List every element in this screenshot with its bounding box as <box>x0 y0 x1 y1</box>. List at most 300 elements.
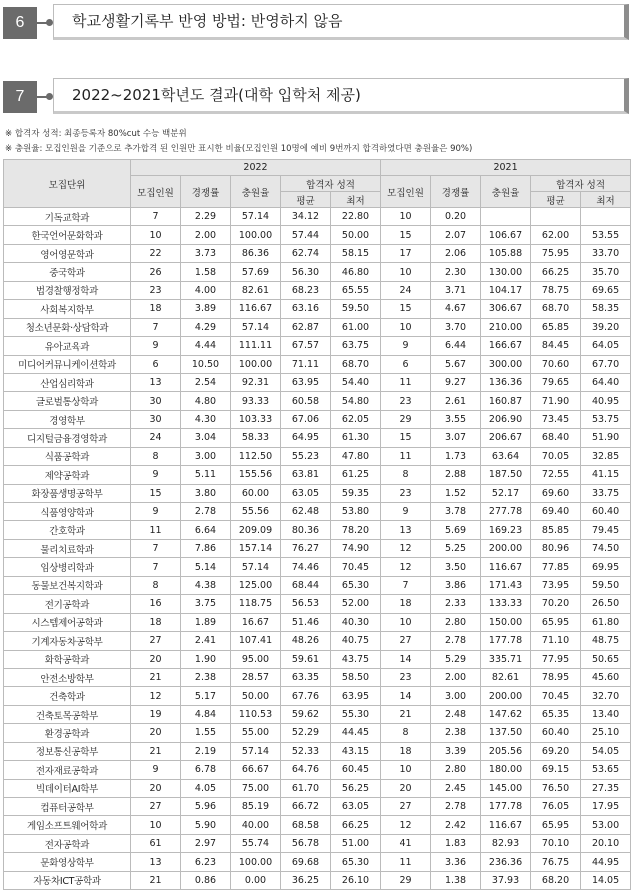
cell-fill-rate-2021: 145.00 <box>481 779 531 797</box>
cell-fill-rate-2021: 130.00 <box>481 263 531 281</box>
cell-avg-2021: 84.45 <box>531 337 581 355</box>
cell-quota-2022: 16 <box>131 595 181 613</box>
cell-fill-rate-2021: 277.78 <box>481 503 531 521</box>
cell-fill-rate-2021: 335.71 <box>481 650 531 668</box>
cell-avg-2021: 77.95 <box>531 650 581 668</box>
cell-min-2022: 22.80 <box>331 208 381 226</box>
cell-competition-2021: 2.42 <box>431 816 481 834</box>
cell-min-2022: 65.30 <box>331 576 381 594</box>
header-score: 합격자 성적 <box>531 176 631 192</box>
cell-competition-2022: 4.84 <box>181 705 231 723</box>
cell-competition-2022: 5.11 <box>181 466 231 484</box>
cell-dept: 한국언어문화학과 <box>4 226 131 244</box>
cell-quota-2022: 20 <box>131 650 181 668</box>
cell-avg-2022: 56.30 <box>281 263 331 281</box>
cell-min-2021: 53.55 <box>581 226 631 244</box>
cell-min-2022: 70.45 <box>331 558 381 576</box>
section-number: 6 <box>3 7 37 39</box>
cell-competition-2021: 3.70 <box>431 318 481 336</box>
cell-avg-2021: 69.60 <box>531 484 581 502</box>
cell-competition-2021: 2.45 <box>431 779 481 797</box>
cell-quota-2021: 9 <box>381 503 431 521</box>
cell-quota-2022: 6 <box>131 355 181 373</box>
cell-competition-2022: 4.44 <box>181 337 231 355</box>
cell-quota-2022: 9 <box>131 503 181 521</box>
header-score: 합격자 성적 <box>281 176 381 192</box>
cell-min-2021: 69.95 <box>581 558 631 576</box>
cell-quota-2021: 24 <box>381 281 431 299</box>
header-competition: 경쟁률 <box>181 176 231 208</box>
cell-fill-rate-2021: 137.50 <box>481 724 531 742</box>
cell-quota-2022: 22 <box>131 244 181 262</box>
cell-min-2021: 50.65 <box>581 650 631 668</box>
cell-min-2022: 63.05 <box>331 798 381 816</box>
cell-competition-2022: 3.04 <box>181 429 231 447</box>
cell-quota-2021: 14 <box>381 650 431 668</box>
cell-avg-2021: 65.35 <box>531 705 581 723</box>
cell-competition-2022: 1.90 <box>181 650 231 668</box>
cell-quota-2021: 18 <box>381 742 431 760</box>
cell-avg-2021: 69.20 <box>531 742 581 760</box>
cell-min-2021: 39.20 <box>581 318 631 336</box>
cell-fill-rate-2021: 160.87 <box>481 392 531 410</box>
cell-quota-2021: 10 <box>381 208 431 226</box>
cell-min-2021: 26.50 <box>581 595 631 613</box>
cell-dept: 전기공학과 <box>4 595 131 613</box>
cell-avg-2021: 75.95 <box>531 244 581 262</box>
cell-quota-2022: 7 <box>131 208 181 226</box>
cell-competition-2022: 2.00 <box>181 226 231 244</box>
cell-quota-2022: 20 <box>131 779 181 797</box>
cell-fill-rate-2021: 52.17 <box>481 484 531 502</box>
cell-fill-rate-2021: 300.00 <box>481 355 531 373</box>
cell-min-2022: 63.75 <box>331 337 381 355</box>
cell-fill-rate-2021: 147.62 <box>481 705 531 723</box>
cell-competition-2021: 2.33 <box>431 595 481 613</box>
cell-min-2021: 74.50 <box>581 539 631 557</box>
cell-quota-2022: 19 <box>131 705 181 723</box>
cell-fill-rate-2021: 180.00 <box>481 761 531 779</box>
cell-avg-2022: 59.61 <box>281 650 331 668</box>
cell-avg-2021: 65.95 <box>531 816 581 834</box>
cell-min-2021: 67.70 <box>581 355 631 373</box>
cell-competition-2021: 3.55 <box>431 410 481 428</box>
cell-quota-2021: 20 <box>381 779 431 797</box>
cell-competition-2022: 5.17 <box>181 687 231 705</box>
cell-quota-2022: 18 <box>131 300 181 318</box>
cell-quota-2022: 13 <box>131 853 181 871</box>
cell-avg-2021: 70.45 <box>531 687 581 705</box>
cell-competition-2021: 5.69 <box>431 521 481 539</box>
cell-quota-2021: 11 <box>381 853 431 871</box>
cell-avg-2021: 65.85 <box>531 318 581 336</box>
connector-dot <box>46 93 53 100</box>
cell-min-2021: 60.40 <box>581 503 631 521</box>
cell-competition-2022: 1.58 <box>181 263 231 281</box>
cell-quota-2021: 29 <box>381 871 431 889</box>
cell-min-2021: 53.75 <box>581 410 631 428</box>
cell-avg-2022: 64.76 <box>281 761 331 779</box>
cell-avg-2022: 67.57 <box>281 337 331 355</box>
cell-quota-2021: 12 <box>381 816 431 834</box>
cell-quota-2021: 14 <box>381 687 431 705</box>
cell-competition-2022: 4.30 <box>181 410 231 428</box>
cell-fill-rate-2022: 57.69 <box>231 263 281 281</box>
cell-avg-2021: 62.00 <box>531 226 581 244</box>
cell-min-2021: 44.95 <box>581 853 631 871</box>
cell-min-2022: 55.30 <box>331 705 381 723</box>
table-row <box>4 705 631 723</box>
cell-avg-2021: 66.25 <box>531 263 581 281</box>
cell-min-2021: 14.05 <box>581 871 631 889</box>
cell-avg-2022: 57.44 <box>281 226 331 244</box>
cell-quota-2022: 12 <box>131 687 181 705</box>
cell-fill-rate-2021: 169.23 <box>481 521 531 539</box>
table-row <box>4 244 631 262</box>
cell-fill-rate-2022: 55.00 <box>231 724 281 742</box>
cell-min-2022: 43.15 <box>331 742 381 760</box>
cell-competition-2021: 3.78 <box>431 503 481 521</box>
cell-quota-2021: 12 <box>381 558 431 576</box>
cell-min-2021: 40.95 <box>581 392 631 410</box>
cell-avg-2022: 76.27 <box>281 539 331 557</box>
cell-fill-rate-2021: 150.00 <box>481 613 531 631</box>
cell-min-2022: 65.30 <box>331 853 381 871</box>
cell-fill-rate-2022: 86.36 <box>231 244 281 262</box>
cell-quota-2022: 61 <box>131 834 181 852</box>
cell-fill-rate-2021: 306.67 <box>481 300 531 318</box>
cell-fill-rate-2021: 82.93 <box>481 834 531 852</box>
cell-quota-2021: 17 <box>381 244 431 262</box>
cell-avg-2022: 36.25 <box>281 871 331 889</box>
table-row <box>4 816 631 834</box>
cell-min-2021 <box>581 208 631 226</box>
cell-quota-2021: 18 <box>381 595 431 613</box>
cell-quota-2022: 20 <box>131 724 181 742</box>
cell-dept: 화학공학과 <box>4 650 131 668</box>
cell-avg-2021: 77.85 <box>531 558 581 576</box>
cell-avg-2022: 34.12 <box>281 208 331 226</box>
cell-dept: 환경공학과 <box>4 724 131 742</box>
cell-fill-rate-2022: 57.14 <box>231 318 281 336</box>
cell-min-2021: 48.75 <box>581 632 631 650</box>
table-row <box>4 484 631 502</box>
cell-quota-2021: 27 <box>381 632 431 650</box>
cell-quota-2022: 21 <box>131 668 181 686</box>
cell-fill-rate-2022: 0.00 <box>231 871 281 889</box>
header-quota: 모집인원 <box>131 176 181 208</box>
cell-avg-2021: 78.95 <box>531 668 581 686</box>
cell-fill-rate-2021: 106.67 <box>481 226 531 244</box>
cell-quota-2021: 27 <box>381 798 431 816</box>
cell-competition-2021: 3.07 <box>431 429 481 447</box>
cell-fill-rate-2022: 16.67 <box>231 613 281 631</box>
cell-avg-2021: 76.05 <box>531 798 581 816</box>
cell-avg-2021: 76.50 <box>531 779 581 797</box>
cell-competition-2022: 3.80 <box>181 484 231 502</box>
cell-min-2022: 51.00 <box>331 834 381 852</box>
cell-avg-2021: 70.20 <box>531 595 581 613</box>
cell-min-2021: 79.45 <box>581 521 631 539</box>
table-row <box>4 503 631 521</box>
cell-dept: 자동차ICT공학과 <box>4 871 131 889</box>
cell-competition-2021: 5.67 <box>431 355 481 373</box>
cell-fill-rate-2021: 187.50 <box>481 466 531 484</box>
cell-quota-2021: 29 <box>381 410 431 428</box>
cell-competition-2021: 2.38 <box>431 724 481 742</box>
cell-avg-2022: 71.11 <box>281 355 331 373</box>
table-row <box>4 576 631 594</box>
cell-avg-2022: 52.29 <box>281 724 331 742</box>
cell-quota-2022: 23 <box>131 281 181 299</box>
cell-competition-2022: 3.75 <box>181 595 231 613</box>
cell-dept: 컴퓨터공학부 <box>4 798 131 816</box>
cell-min-2021: 27.35 <box>581 779 631 797</box>
cell-quota-2022: 27 <box>131 798 181 816</box>
cell-fill-rate-2022: 28.57 <box>231 668 281 686</box>
cell-dept: 건축토목공학부 <box>4 705 131 723</box>
cell-competition-2021: 1.83 <box>431 834 481 852</box>
cell-dept: 간호학과 <box>4 521 131 539</box>
cell-dept: 미디어커뮤니케이션학과 <box>4 355 131 373</box>
table-row <box>4 632 631 650</box>
cell-dept: 영어영문학과 <box>4 244 131 262</box>
cell-quota-2022: 15 <box>131 484 181 502</box>
cell-fill-rate-2022: 58.33 <box>231 429 281 447</box>
cell-avg-2022: 62.87 <box>281 318 331 336</box>
table-row <box>4 798 631 816</box>
cell-avg-2022: 63.16 <box>281 300 331 318</box>
cell-fill-rate-2022: 57.14 <box>231 742 281 760</box>
cell-fill-rate-2021: 37.93 <box>481 871 531 889</box>
cell-dept: 사회복지학부 <box>4 300 131 318</box>
cell-fill-rate-2022: 85.19 <box>231 798 281 816</box>
cell-quota-2022: 27 <box>131 632 181 650</box>
table-row <box>4 595 631 613</box>
cell-fill-rate-2021: 116.67 <box>481 558 531 576</box>
table-row <box>4 318 631 336</box>
cell-min-2022: 61.25 <box>331 466 381 484</box>
cell-competition-2021: 3.36 <box>431 853 481 871</box>
cell-min-2022: 54.80 <box>331 392 381 410</box>
cell-competition-2022: 5.96 <box>181 798 231 816</box>
cell-dept: 빅데이터AI학부 <box>4 779 131 797</box>
cell-competition-2021: 0.20 <box>431 208 481 226</box>
connector-dot <box>46 19 53 26</box>
cell-dept: 전자공학과 <box>4 834 131 852</box>
cell-quota-2021: 8 <box>381 724 431 742</box>
cell-avg-2021: 65.95 <box>531 613 581 631</box>
cell-avg-2022: 56.78 <box>281 834 331 852</box>
cell-min-2022: 40.75 <box>331 632 381 650</box>
table-row <box>4 281 631 299</box>
cell-quota-2022: 13 <box>131 373 181 391</box>
table-row <box>4 687 631 705</box>
cell-dept: 중국학과 <box>4 263 131 281</box>
cell-fill-rate-2022: 55.56 <box>231 503 281 521</box>
table-row <box>4 373 631 391</box>
cell-competition-2021: 3.39 <box>431 742 481 760</box>
cell-fill-rate-2021 <box>481 208 531 226</box>
cell-fill-rate-2022: 157.14 <box>231 539 281 557</box>
cell-quota-2022: 18 <box>131 613 181 631</box>
cell-competition-2021: 1.38 <box>431 871 481 889</box>
cell-avg-2022: 52.33 <box>281 742 331 760</box>
cell-avg-2021: 69.15 <box>531 761 581 779</box>
cell-avg-2022: 59.62 <box>281 705 331 723</box>
cell-min-2021: 51.90 <box>581 429 631 447</box>
cell-min-2022: 59.35 <box>331 484 381 502</box>
cell-min-2022: 66.25 <box>331 816 381 834</box>
cell-competition-2022: 2.41 <box>181 632 231 650</box>
table-row <box>4 539 631 557</box>
cell-avg-2021: 78.75 <box>531 281 581 299</box>
cell-fill-rate-2022: 57.14 <box>231 558 281 576</box>
cell-competition-2022: 4.29 <box>181 318 231 336</box>
cell-competition-2021: 2.00 <box>431 668 481 686</box>
cell-avg-2021: 69.40 <box>531 503 581 521</box>
cell-avg-2022: 80.36 <box>281 521 331 539</box>
cell-dept: 게임소프트웨어학과 <box>4 816 131 834</box>
cell-avg-2022: 67.76 <box>281 687 331 705</box>
cell-fill-rate-2022: 66.67 <box>231 761 281 779</box>
cell-competition-2021: 3.00 <box>431 687 481 705</box>
cell-fill-rate-2022: 112.50 <box>231 447 281 465</box>
cell-avg-2021: 73.95 <box>531 576 581 594</box>
cell-competition-2021: 2.78 <box>431 632 481 650</box>
cell-min-2021: 33.70 <box>581 244 631 262</box>
cell-avg-2022: 68.44 <box>281 576 331 594</box>
cell-min-2021: 32.85 <box>581 447 631 465</box>
section-title-box <box>53 4 629 40</box>
cell-competition-2021: 9.27 <box>431 373 481 391</box>
section-7-header <box>3 78 629 118</box>
table-row <box>4 668 631 686</box>
cell-fill-rate-2021: 210.00 <box>481 318 531 336</box>
cell-competition-2021: 2.80 <box>431 761 481 779</box>
cell-fill-rate-2021: 104.17 <box>481 281 531 299</box>
cell-quota-2022: 7 <box>131 558 181 576</box>
cell-min-2021: 20.10 <box>581 834 631 852</box>
cell-min-2022: 60.45 <box>331 761 381 779</box>
table-row <box>4 337 631 355</box>
cell-fill-rate-2021: 105.88 <box>481 244 531 262</box>
table-row <box>4 871 631 889</box>
cell-fill-rate-2022: 118.75 <box>231 595 281 613</box>
cell-quota-2021: 15 <box>381 300 431 318</box>
header-quota: 모집인원 <box>381 176 431 208</box>
cell-min-2022: 53.80 <box>331 503 381 521</box>
header-fill-rate: 충원율 <box>231 176 281 208</box>
table-row <box>4 263 631 281</box>
cell-competition-2021: 2.06 <box>431 244 481 262</box>
cell-competition-2022: 6.23 <box>181 853 231 871</box>
cell-min-2021: 33.75 <box>581 484 631 502</box>
cell-competition-2022: 4.80 <box>181 392 231 410</box>
cell-quota-2022: 10 <box>131 226 181 244</box>
cell-fill-rate-2022: 103.33 <box>231 410 281 428</box>
cell-quota-2022: 21 <box>131 742 181 760</box>
cell-avg-2022: 68.23 <box>281 281 331 299</box>
cell-competition-2021: 2.78 <box>431 798 481 816</box>
cell-min-2022: 58.15 <box>331 244 381 262</box>
cell-avg-2022: 62.74 <box>281 244 331 262</box>
cell-dept: 법경찰행정학과 <box>4 281 131 299</box>
note-fill-rate: ※ 충원율: 모집인원을 기준으로 추가합격 된 인원만 표시한 비율(모집인원 10명에 예비 9번까지 합격하였다면 충원율은 90%) <box>5 144 473 154</box>
cell-dept: 임상병리학과 <box>4 558 131 576</box>
table-row <box>4 355 631 373</box>
cell-fill-rate-2021: 205.56 <box>481 742 531 760</box>
results-table <box>3 159 631 890</box>
cell-avg-2022: 69.68 <box>281 853 331 871</box>
cell-avg-2021: 70.60 <box>531 355 581 373</box>
cell-quota-2021: 21 <box>381 705 431 723</box>
cell-fill-rate-2021: 171.43 <box>481 576 531 594</box>
cell-competition-2021: 5.25 <box>431 539 481 557</box>
cell-min-2022: 47.80 <box>331 447 381 465</box>
table-row <box>4 558 631 576</box>
cell-avg-2021: 70.05 <box>531 447 581 465</box>
table-row <box>4 466 631 484</box>
cell-dept: 시스템제어공학과 <box>4 613 131 631</box>
cell-quota-2021: 10 <box>381 318 431 336</box>
cell-fill-rate-2022: 116.67 <box>231 300 281 318</box>
header-year-2021: 2021 <box>381 160 631 176</box>
header-competition: 경쟁률 <box>431 176 481 208</box>
cell-fill-rate-2021: 200.00 <box>481 687 531 705</box>
cell-avg-2021: 80.96 <box>531 539 581 557</box>
cell-min-2022: 56.25 <box>331 779 381 797</box>
cell-competition-2022: 5.90 <box>181 816 231 834</box>
cell-min-2022: 61.00 <box>331 318 381 336</box>
cell-fill-rate-2021: 206.90 <box>481 410 531 428</box>
table-row <box>4 613 631 631</box>
cell-avg-2022: 56.53 <box>281 595 331 613</box>
cell-competition-2022: 3.73 <box>181 244 231 262</box>
cell-min-2022: 62.05 <box>331 410 381 428</box>
cell-fill-rate-2022: 82.61 <box>231 281 281 299</box>
cell-avg-2021: 71.90 <box>531 392 581 410</box>
cell-avg-2022: 55.23 <box>281 447 331 465</box>
cell-fill-rate-2022: 100.00 <box>231 226 281 244</box>
cell-dept: 글로벌통상학과 <box>4 392 131 410</box>
cell-fill-rate-2021: 133.33 <box>481 595 531 613</box>
cell-min-2022: 63.95 <box>331 687 381 705</box>
header-avg: 평균 <box>531 192 581 208</box>
cell-quota-2021: 23 <box>381 484 431 502</box>
cell-dept: 동물보건복지학과 <box>4 576 131 594</box>
cell-quota-2022: 24 <box>131 429 181 447</box>
cell-min-2022: 44.45 <box>331 724 381 742</box>
cell-quota-2021: 15 <box>381 226 431 244</box>
cell-avg-2022: 63.95 <box>281 373 331 391</box>
header-dept: 모집단위 <box>4 160 131 208</box>
cell-avg-2022: 63.81 <box>281 466 331 484</box>
cell-avg-2022: 67.06 <box>281 410 331 428</box>
cell-avg-2021: 79.65 <box>531 373 581 391</box>
header-avg: 평균 <box>281 192 331 208</box>
cell-dept: 경영학부 <box>4 410 131 428</box>
cell-fill-rate-2021: 63.64 <box>481 447 531 465</box>
cell-quota-2022: 10 <box>131 816 181 834</box>
cell-quota-2021: 12 <box>381 539 431 557</box>
cell-competition-2021: 2.88 <box>431 466 481 484</box>
cell-quota-2021: 8 <box>381 466 431 484</box>
table-row <box>4 853 631 871</box>
cell-avg-2021 <box>531 208 581 226</box>
cell-competition-2022: 7.86 <box>181 539 231 557</box>
cell-fill-rate-2021: 206.67 <box>481 429 531 447</box>
